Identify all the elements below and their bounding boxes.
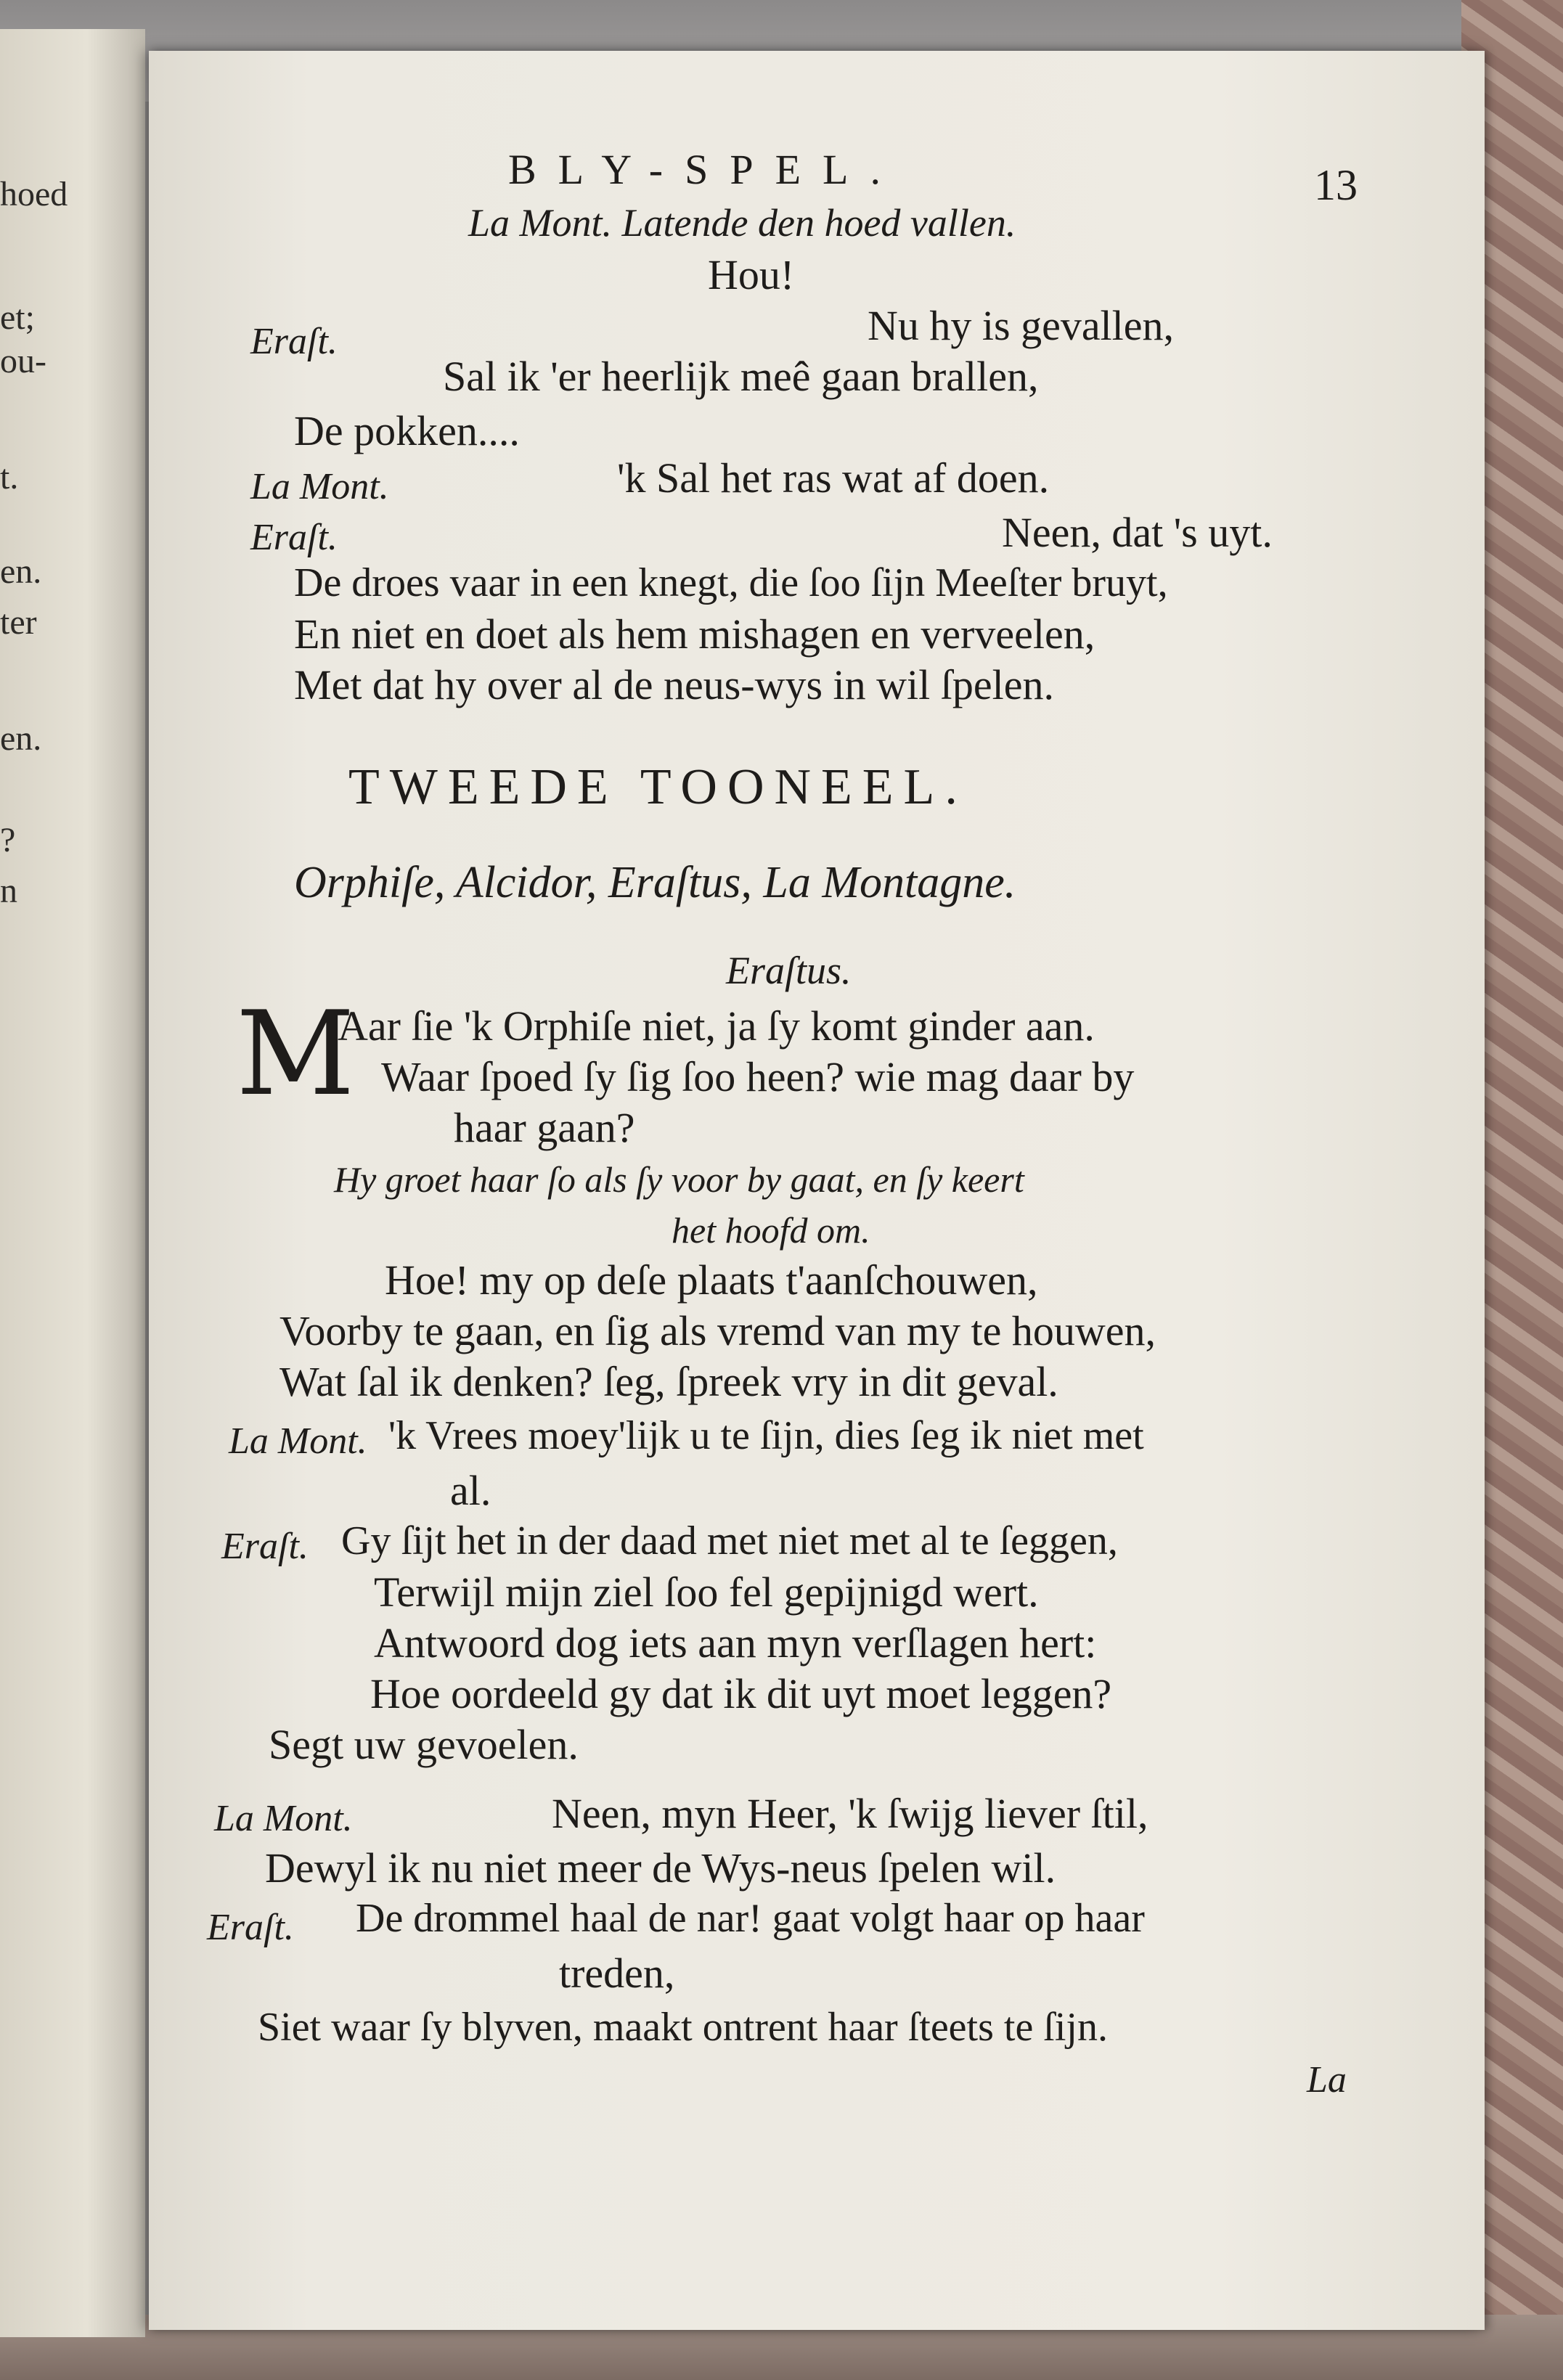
- speaker-label: Eraſt.: [207, 1907, 294, 1948]
- verse-line: treden,: [559, 1950, 675, 1997]
- verse-line: haar gaan?: [454, 1104, 635, 1151]
- speaker-label: Eraſt.: [250, 517, 338, 558]
- verse-line: Aar ſie 'k Orphiſe niet, ja ſy komt ginder aan.: [338, 1002, 1095, 1050]
- verse-line: Voorby te gaan, en ſig als vremd van my te houwen,: [279, 1307, 1156, 1354]
- left-page-fragment: en.: [0, 552, 42, 591]
- left-page-fragment: n: [0, 872, 17, 910]
- page-number: 13: [1314, 161, 1358, 209]
- speaker-label: Eraſt.: [250, 321, 338, 362]
- verse-line: al.: [450, 1467, 491, 1514]
- left-page-fragment: en.: [0, 719, 42, 758]
- verse-line: Neen, dat 's uyt.: [1002, 509, 1273, 556]
- running-head: BLY-SPEL.: [508, 146, 902, 193]
- verse-line: En niet en doet als hem mishagen en verveelen,: [294, 610, 1095, 658]
- left-page-fragment: ter: [0, 603, 37, 642]
- verse-line: Wat ſal ik denken? ſeg, ſpreek vry in dit geval.: [279, 1358, 1058, 1405]
- verse-line: De pokken....: [294, 407, 520, 454]
- left-page-fragment: ?: [0, 821, 16, 859]
- character-list: Orphiſe, Alcidor, Eraſtus, La Montagne.: [294, 858, 1016, 907]
- stage-direction: het hoofd om.: [672, 1210, 870, 1251]
- left-page-fragment: ou-: [0, 342, 46, 380]
- verse-line: 'k Sal het ras wat af doen.: [617, 454, 1050, 502]
- drop-cap: M: [236, 986, 355, 1121]
- verse-line: De droes vaar in een knegt, die ſoo ſijn Meeſter bruyt,: [294, 560, 1168, 605]
- left-page-fragment: et;: [0, 298, 35, 337]
- catchword: La: [1307, 2059, 1347, 2101]
- scene-title: TWEEDE TOONEEL.: [348, 759, 968, 815]
- verse-line: Antwoord dog iets aan myn verſlagen hert:: [374, 1619, 1097, 1667]
- speaker-label: La Mont.: [214, 1798, 353, 1839]
- verse-line: Hou!: [708, 251, 795, 298]
- verse-line: Sal ik 'er heerlijk meê gaan brallen,: [443, 353, 1039, 400]
- left-page-edge: [0, 29, 145, 2337]
- verse-line: Met dat hy over al de neus-wys in wil ſpelen.: [294, 661, 1054, 708]
- left-page-fragment: hoed: [0, 175, 68, 213]
- stage-direction: Hy groet haar ſo als ſy voor by gaat, en ſy keert: [334, 1159, 1024, 1200]
- verse-line: 'k Vrees moey'lijk u te ſijn, dies ſeg ik niet met: [388, 1413, 1144, 1458]
- speaker-label: La Mont.: [229, 1420, 367, 1462]
- speaker-label: Eraſtus.: [726, 949, 852, 992]
- verse-line: Nu hy is gevallen,: [868, 302, 1175, 349]
- verse-line: Hoe oordeeld gy dat ik dit uyt moet leggen?: [370, 1670, 1112, 1717]
- verse-line: Neen, myn Heer, 'k ſwijg liever ſtil,: [552, 1790, 1148, 1837]
- left-page-fragment: t.: [0, 458, 19, 496]
- verse-line: Waar ſpoed ſy ſig ſoo heen? wie mag daar by: [381, 1053, 1135, 1100]
- verse-line: Hoe! my op deſe plaats t'aanſchouwen,: [385, 1256, 1038, 1304]
- stage-direction: La Mont. Latende den hoed vallen.: [468, 201, 1016, 245]
- speaker-label: Eraſt.: [221, 1526, 309, 1567]
- verse-line: Terwijl mijn ziel ſoo fel gepijnigd wert.: [374, 1569, 1039, 1616]
- speaker-label: La Mont.: [250, 466, 389, 507]
- verse-line: Segt uw gevoelen.: [269, 1721, 579, 1768]
- verse-line: Dewyl ik nu niet meer de Wys-neus ſpelen wil.: [265, 1844, 1056, 1892]
- verse-line: Siet waar ſy blyven, maakt ontrent haar ſteets te ſijn.: [258, 2005, 1108, 2050]
- verse-line: De drommel haal de nar! gaat volgt haar op haar: [356, 1896, 1145, 1941]
- verse-line: Gy ſijt het in der daad met niet met al te ſeggen,: [341, 1518, 1118, 1563]
